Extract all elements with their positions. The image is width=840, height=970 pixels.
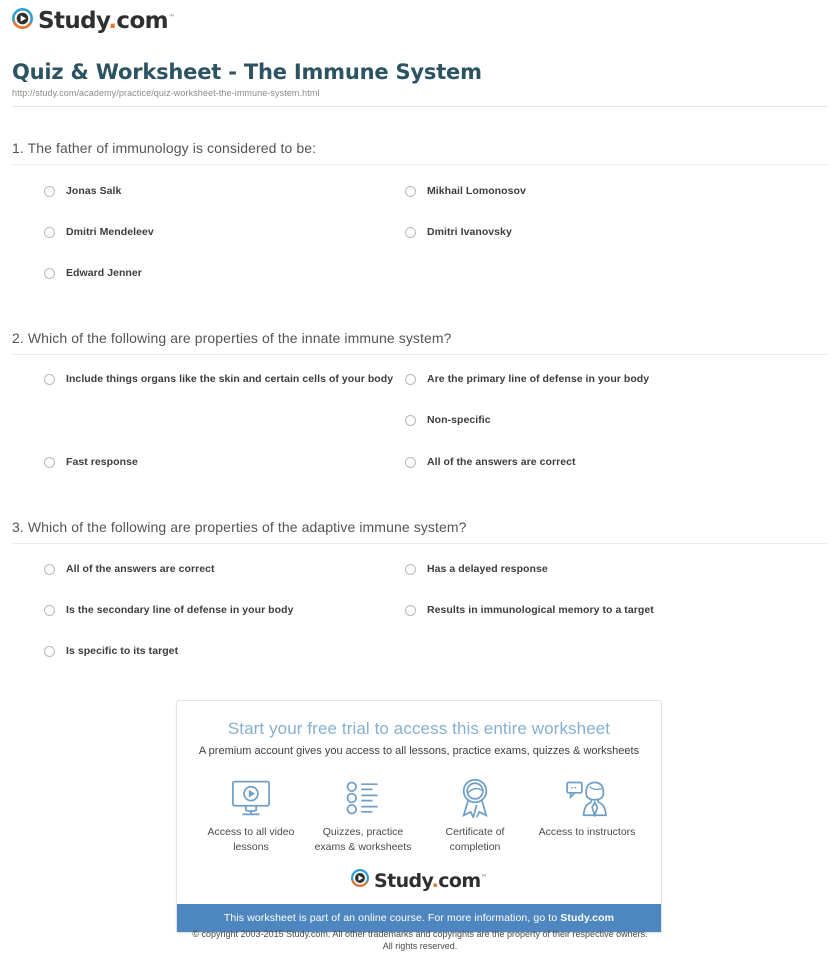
option-label: All of the answers are correct <box>427 456 576 468</box>
option-label: Mikhail Lomonosov <box>427 185 526 197</box>
option-label: Dmitri Mendeleev <box>66 226 154 238</box>
promo-feature-instructors <box>531 775 643 855</box>
copyright-line-1: © copyright 2003-2015 Study.com. All other trademarks and copyrights are the property of their respective owners. <box>192 929 648 939</box>
radio-icon[interactable] <box>405 605 416 616</box>
option-label: Jonas Salk <box>66 185 122 197</box>
option-label: Are the primary line of defense in your body <box>427 373 650 385</box>
page-title: Quiz & Worksheet - The Immune System <box>12 60 482 84</box>
instructor-chat-icon <box>531 775 643 821</box>
copyright-footer <box>0 928 840 952</box>
option-3-right-2[interactable] <box>405 603 765 617</box>
promo-feature-certificate <box>419 775 531 855</box>
option-label: Results in immunological memory to a target <box>427 604 654 616</box>
free-trial-promo-card <box>176 700 662 933</box>
promo-feature-list <box>177 757 661 855</box>
radio-icon[interactable] <box>405 457 416 468</box>
option-3-left-3[interactable] <box>44 644 394 658</box>
site-logo[interactable] <box>12 8 174 34</box>
question-text: 1. The father of immunology is considered to be: <box>12 140 317 156</box>
option-3-right-1[interactable] <box>405 562 765 576</box>
option-1-right-2[interactable] <box>405 225 765 239</box>
option-1-left-1[interactable] <box>44 184 394 198</box>
promo-heading: Start your free trial to access this entire worksheet <box>227 719 611 738</box>
promo-banner-link[interactable]: Study.com <box>560 912 615 924</box>
option-label: Non-specific <box>427 414 491 426</box>
option-label: Is the secondary line of defense in your body <box>66 604 294 616</box>
option-label: Dmitri Ivanovsky <box>427 226 512 238</box>
radio-icon[interactable] <box>44 186 55 197</box>
question-text: 2. Which of the following are properties of the innate immune system? <box>12 330 452 346</box>
promo-feature-label: Certificate of completion <box>445 826 505 853</box>
radio-icon[interactable] <box>405 564 416 575</box>
promo-feature-label: Quizzes, practice exams & worksheets <box>314 826 412 853</box>
promo-logo[interactable] <box>177 855 661 904</box>
option-1-right-1[interactable] <box>405 184 765 198</box>
question-divider <box>12 543 828 544</box>
question-text: 3. Which of the following are properties of the adaptive immune system? <box>12 519 467 535</box>
promo-feature-quizzes <box>307 775 419 855</box>
option-2-right-2[interactable] <box>405 413 765 427</box>
option-label: Edward Jenner <box>66 267 142 279</box>
radio-icon[interactable] <box>405 415 416 426</box>
monitor-play-icon <box>195 775 307 821</box>
checklist-icon <box>307 775 419 821</box>
radio-icon[interactable] <box>44 374 55 385</box>
option-3-left-2[interactable] <box>44 603 394 617</box>
radio-icon[interactable] <box>405 374 416 385</box>
promo-logo-wordmark: Study.com™ <box>374 869 487 892</box>
promo-feature-label: Access to all video lessons <box>207 826 295 853</box>
play-circle-icon <box>351 869 369 892</box>
promo-subheading: A premium account gives you access to all lessons, practice exams, quizzes & worksheets <box>198 745 640 757</box>
radio-icon[interactable] <box>44 605 55 616</box>
radio-icon[interactable] <box>44 646 55 657</box>
option-label: Is specific to its target <box>66 645 179 657</box>
question-divider <box>12 354 828 355</box>
radio-icon[interactable] <box>405 186 416 197</box>
option-2-right-1[interactable] <box>405 372 765 386</box>
option-2-right-3[interactable] <box>405 455 765 469</box>
promo-feature-label: Access to instructors <box>538 826 636 838</box>
option-2-left-1[interactable] <box>44 372 394 386</box>
option-label: Include things organs like the skin and certain cells of your body <box>66 373 394 385</box>
radio-icon[interactable] <box>44 227 55 238</box>
promo-brand[interactable] <box>351 869 487 892</box>
award-ribbon-icon <box>419 775 531 821</box>
site-logo-wordmark: Study.com™ <box>38 8 175 34</box>
radio-icon[interactable] <box>44 268 55 279</box>
option-label: Has a delayed response <box>427 563 548 575</box>
option-2-left-2[interactable] <box>44 455 394 469</box>
promo-banner-text: This worksheet is part of an online course. For more information, go to <box>223 912 561 924</box>
page-url: http://study.com/academy/practice/quiz-worksheet-the-immune-system.html <box>12 88 320 98</box>
option-1-left-2[interactable] <box>44 225 394 239</box>
radio-icon[interactable] <box>44 564 55 575</box>
option-1-left-3[interactable] <box>44 266 394 280</box>
copyright-line-2: All rights reserved. <box>382 941 458 951</box>
promo-feature-video-lessons <box>195 775 307 855</box>
option-label: All of the answers are correct <box>66 563 215 575</box>
radio-icon[interactable] <box>405 227 416 238</box>
header-divider <box>12 106 828 107</box>
radio-icon[interactable] <box>44 457 55 468</box>
option-label: Fast response <box>66 456 138 468</box>
option-3-left-1[interactable] <box>44 562 394 576</box>
question-divider <box>12 164 828 165</box>
play-circle-icon <box>12 8 33 34</box>
